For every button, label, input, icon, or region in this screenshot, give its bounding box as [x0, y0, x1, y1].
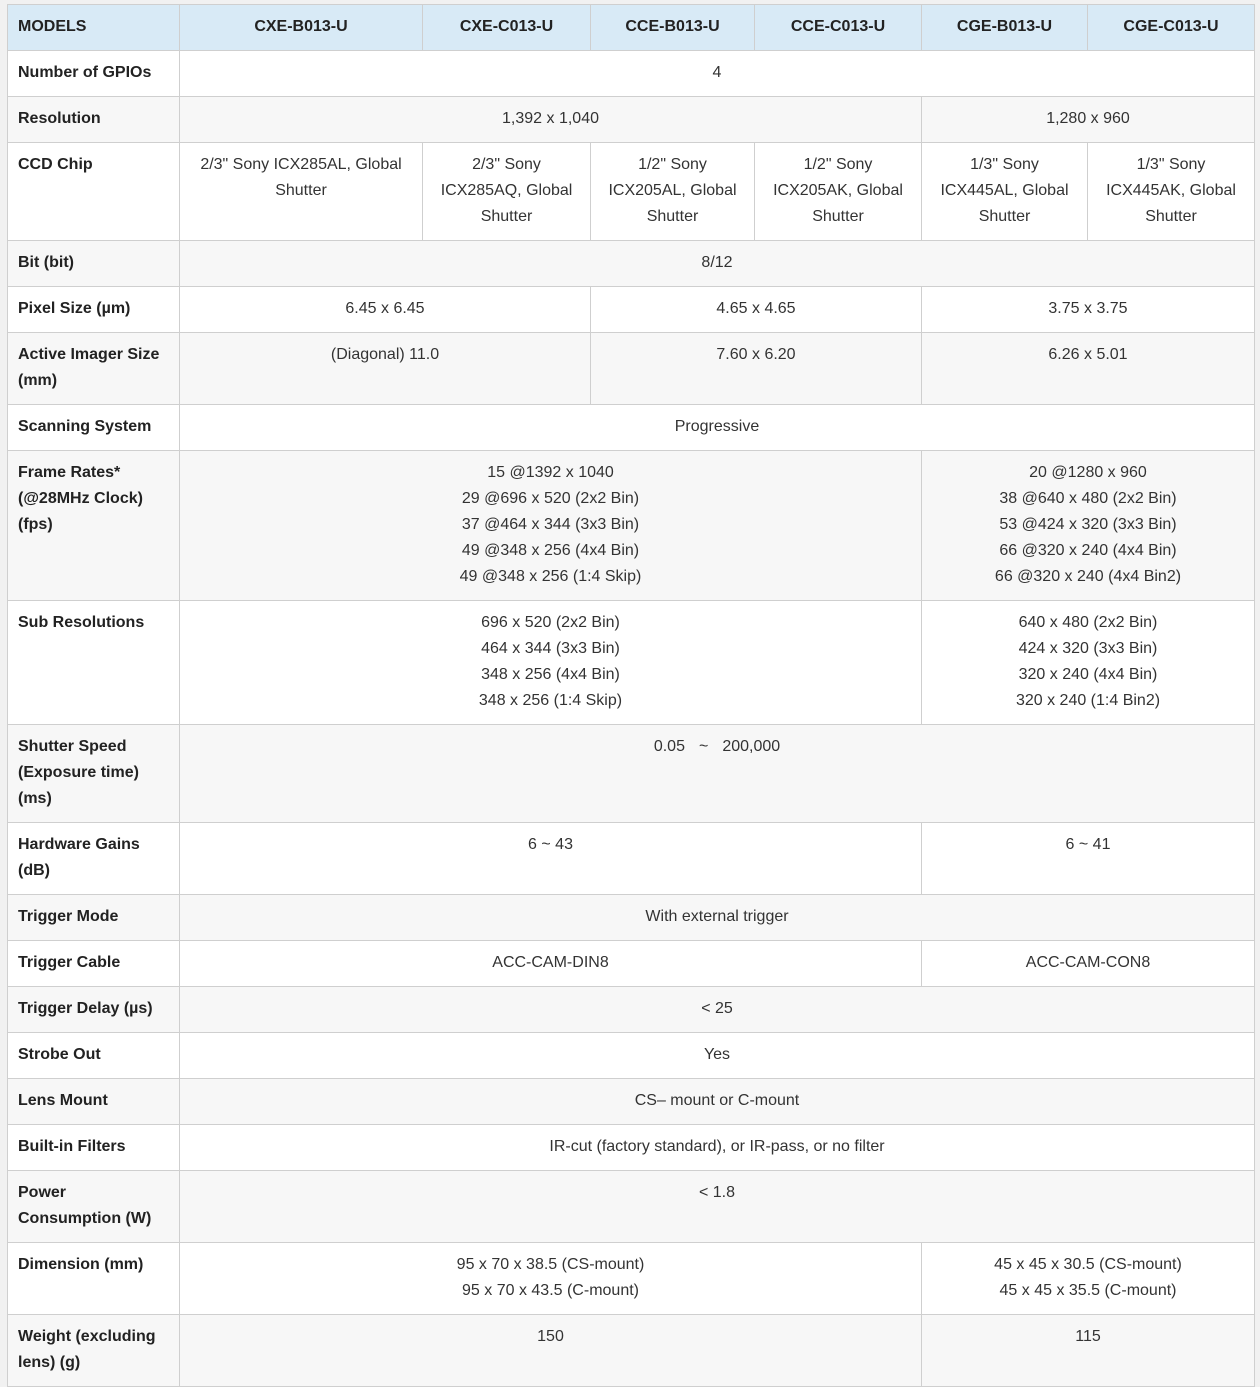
row-label-trigger-delay: Trigger Delay (µs) [8, 987, 180, 1033]
frame-rate-line: 15 @1392 x 1040 [487, 464, 614, 481]
value-pixel-size-cxe: 6.45 x 6.45 [180, 287, 591, 333]
dimension-line: 95 x 70 x 43.5 (C-mount) [462, 1282, 639, 1299]
frame-rate-line: 49 @348 x 256 (4x4 Bin) [461, 542, 640, 559]
row-label-dimension: Dimension (mm) [8, 1243, 180, 1315]
frame-rate-line: 37 @464 x 344 (3x3 Bin) [461, 516, 640, 533]
row-built-in-filters [8, 1125, 1255, 1171]
value-weight-cxe-cce: 150 [180, 1315, 922, 1387]
row-shutter-speed [8, 725, 1255, 823]
sub-resolution-line: 640 x 480 (2x2 Bin) [1018, 614, 1158, 631]
header-row [8, 5, 1255, 51]
value-bit-all: 8/12 [180, 241, 1255, 287]
frame-rate-line: 29 @696 x 520 (2x2 Bin) [461, 490, 640, 507]
frame-rates-label-line: (@28MHz Clock) [18, 490, 143, 507]
value-hardware-gains-cxe-cce: 6 ~ 43 [180, 823, 922, 895]
value-ccd-chip-cge-b013-u: 1/3" Sony ICX445AL, Global Shutter [922, 143, 1088, 241]
row-trigger-mode [8, 895, 1255, 941]
row-label-strobe-out: Strobe Out [8, 1033, 180, 1079]
row-label-active-imager: Active Imager Size (mm) [8, 333, 180, 405]
value-resolution-cge: 1,280 x 960 [922, 97, 1255, 143]
row-ccd-chip [8, 143, 1255, 241]
frame-rate-line: 53 @424 x 320 (3x3 Bin) [999, 516, 1177, 533]
model-header-cxe-c013-u: CXE-C013-U [423, 5, 591, 51]
row-dimension [8, 1243, 1255, 1315]
value-gpios-all: 4 [180, 51, 1255, 97]
frame-rate-line: 49 @348 x 256 (1:4 Skip) [459, 568, 642, 585]
value-scanning-all: Progressive [180, 405, 1255, 451]
shutter-min: 0.05 [653, 738, 685, 755]
value-trigger-delay-all: < 25 [180, 987, 1255, 1033]
value-resolution-cxe-cce: 1,392 x 1,040 [180, 97, 922, 143]
row-power-consumption [8, 1171, 1255, 1243]
dimension-line: 95 x 70 x 38.5 (CS-mount) [456, 1256, 645, 1273]
row-label-bit: Bit (bit) [8, 241, 180, 287]
value-trigger-mode-all: With external trigger [180, 895, 1255, 941]
model-header-cxe-b013-u: CXE-B013-U [180, 5, 423, 51]
frame-rates-label-line: (fps) [18, 516, 53, 533]
row-label-hardware-gains: Hardware Gains (dB) [8, 823, 180, 895]
row-trigger-delay [8, 987, 1255, 1033]
value-dimension-cxe-cce [180, 1243, 922, 1315]
spec-table [7, 4, 1255, 1387]
value-ccd-chip-cxe-c013-u: 2/3" Sony ICX285AQ, Global Shutter [423, 143, 591, 241]
row-label-power-consumption: Power Consumption (W) [8, 1171, 180, 1243]
value-ccd-chip-cxe-b013-u: 2/3" Sony ICX285AL, Global Shutter [180, 143, 423, 241]
value-sub-resolutions-cge [922, 601, 1255, 725]
value-shutter-speed-all [180, 725, 1255, 823]
shutter-range-tilde: ~ [698, 738, 709, 755]
row-label-shutter-speed: Shutter Speed (Exposure time) (ms) [8, 725, 180, 823]
sub-resolution-line: 464 x 344 (3x3 Bin) [481, 640, 620, 657]
row-label-trigger-cable: Trigger Cable [8, 941, 180, 987]
value-dimension-cge [922, 1243, 1255, 1315]
value-ccd-chip-cce-c013-u: 1/2" Sony ICX205AK, Global Shutter [755, 143, 922, 241]
row-hardware-gains [8, 823, 1255, 895]
value-trigger-cable-cge: ACC-CAM-CON8 [922, 941, 1255, 987]
model-header-cge-b013-u: CGE-B013-U [922, 5, 1088, 51]
frame-rate-line: 66 @320 x 240 (4x4 Bin) [999, 542, 1177, 559]
row-label-pixel-size: Pixel Size (µm) [8, 287, 180, 333]
value-power-consumption-all: < 1.8 [180, 1171, 1255, 1243]
row-label-frame-rates [8, 451, 180, 601]
row-pixel-size [8, 287, 1255, 333]
value-active-imager-cce: 7.60 x 6.20 [591, 333, 922, 405]
row-frame-rates [8, 451, 1255, 601]
sub-resolution-line: 320 x 240 (1:4 Bin2) [1015, 692, 1161, 709]
sub-resolution-line: 424 x 320 (3x3 Bin) [1018, 640, 1158, 657]
value-lens-mount-all: CS– mount or C-mount [180, 1079, 1255, 1125]
row-label-scanning: Scanning System [8, 405, 180, 451]
model-header-cce-c013-u: CCE-C013-U [755, 5, 922, 51]
dimension-line: 45 x 45 x 35.5 (C-mount) [999, 1282, 1177, 1299]
value-frame-rates-cxe-cce [180, 451, 922, 601]
sub-resolution-line: 696 x 520 (2x2 Bin) [481, 614, 620, 631]
models-header: MODELS [8, 5, 180, 51]
value-sub-resolutions-cxe-cce [180, 601, 922, 725]
row-label-gpios: Number of GPIOs [8, 51, 180, 97]
row-label-trigger-mode: Trigger Mode [8, 895, 180, 941]
row-label-lens-mount: Lens Mount [8, 1079, 180, 1125]
frame-rate-line: 20 @1280 x 960 [1029, 464, 1147, 481]
row-active-imager [8, 333, 1255, 405]
value-ccd-chip-cge-c013-u: 1/3" Sony ICX445AK, Global Shutter [1088, 143, 1255, 241]
row-label-weight: Weight (excluding lens) (g) [8, 1315, 180, 1387]
model-header-cge-c013-u: CGE-C013-U [1088, 5, 1255, 51]
sub-resolution-line: 320 x 240 (4x4 Bin) [1018, 666, 1158, 683]
value-strobe-out-all: Yes [180, 1033, 1255, 1079]
row-label-ccd-chip: CCD Chip [8, 143, 180, 241]
row-resolution [8, 97, 1255, 143]
frame-rate-line: 38 @640 x 480 (2x2 Bin) [999, 490, 1177, 507]
row-bit [8, 241, 1255, 287]
value-built-in-filters-all: IR-cut (factory standard), or IR-pass, or no filter [180, 1125, 1255, 1171]
value-active-imager-cxe: (Diagonal) 11.0 [180, 333, 591, 405]
value-weight-cge: 115 [922, 1315, 1255, 1387]
value-pixel-size-cge: 3.75 x 3.75 [922, 287, 1255, 333]
row-lens-mount [8, 1079, 1255, 1125]
row-weight [8, 1315, 1255, 1387]
value-hardware-gains-cge: 6 ~ 41 [922, 823, 1255, 895]
row-strobe-out [8, 1033, 1255, 1079]
row-label-built-in-filters: Built-in Filters [8, 1125, 180, 1171]
row-label-sub-resolutions: Sub Resolutions [8, 601, 180, 725]
value-trigger-cable-cxe-cce: ACC-CAM-DIN8 [180, 941, 922, 987]
shutter-max: 200,000 [722, 738, 781, 755]
row-gpios [8, 51, 1255, 97]
sub-resolution-line: 348 x 256 (4x4 Bin) [481, 666, 620, 683]
value-ccd-chip-cce-b013-u: 1/2" Sony ICX205AL, Global Shutter [591, 143, 755, 241]
row-trigger-cable [8, 941, 1255, 987]
sub-resolution-line: 348 x 256 (1:4 Skip) [478, 692, 623, 709]
row-label-resolution: Resolution [8, 97, 180, 143]
value-active-imager-cge: 6.26 x 5.01 [922, 333, 1255, 405]
value-pixel-size-cce: 4.65 x 4.65 [591, 287, 922, 333]
frame-rate-line: 66 @320 x 240 (4x4 Bin2) [994, 568, 1182, 585]
value-frame-rates-cge [922, 451, 1255, 601]
model-header-cce-b013-u: CCE-B013-U [591, 5, 755, 51]
dimension-line: 45 x 45 x 30.5 (CS-mount) [994, 1256, 1182, 1273]
frame-rates-label-line: Frame Rates* [18, 464, 121, 481]
row-sub-resolutions [8, 601, 1255, 725]
row-scanning [8, 405, 1255, 451]
